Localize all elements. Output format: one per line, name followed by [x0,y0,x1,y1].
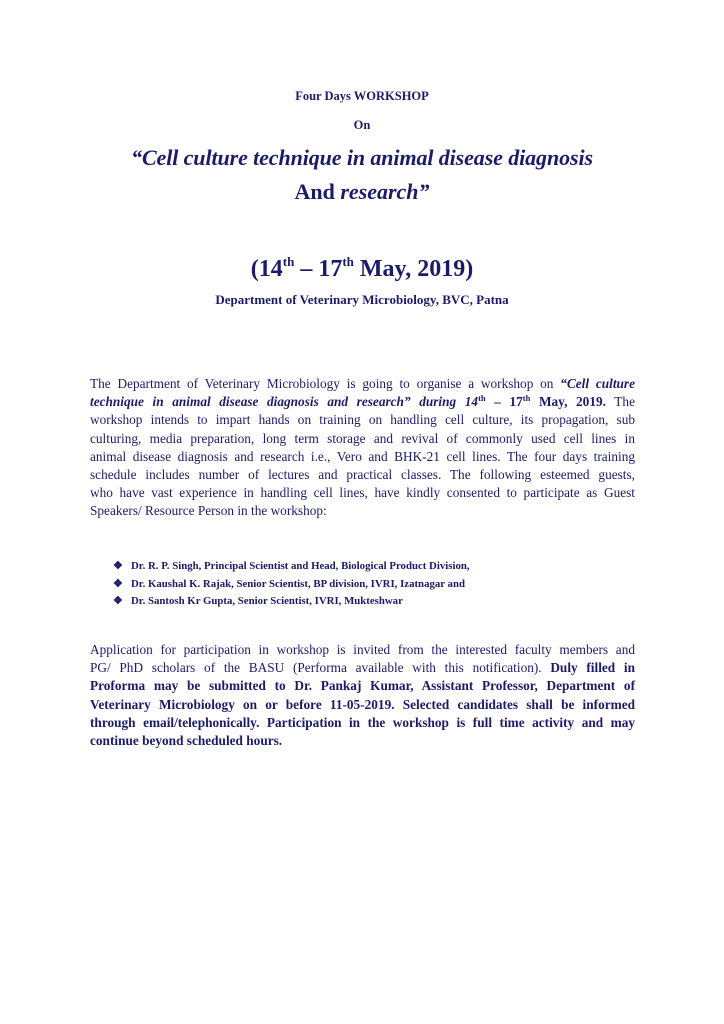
workshop-label: Four Days WORKSHOP [295,89,429,103]
application-line-1: Application for participation in workshop is invited from the interested faculty members and [90,642,635,657]
department-line: Department of Veterinary Microbiology, BVC, Patna [215,292,509,307]
intro-line-8: Speakers/ Resource Person in the workshop: [90,503,327,519]
title-research-word: research” [340,179,430,204]
intro-line-3: workshop intends to impart hands on training on handling cell culture, its propagation, sub [90,412,635,428]
diamond-bullet-icon: ❖ [113,577,123,590]
workshop-title-line1: “Cell culture technique in animal disease diagnosis [131,145,593,170]
intro-line-2: technique in animal disease diagnosis and research” during 14th – 17th May, 2019. The [90,393,635,410]
application-line-5: through email/telephonically. Participation in the workshop is full time activity and may [90,714,635,730]
intro-line-7: who have vast experience in handling cell lines, have kindly consented to participate as Guest [90,485,635,501]
workshop-title-line2 [0,179,724,205]
dates-sup1: th [282,254,295,269]
application-line-3: Proforma may be submitted to Dr. Pankaj Kumar, Assistant Professor, Department of [90,678,635,694]
dates-mid: – 17 [294,256,343,282]
intro-line-5: animal disease diagnosis and research i.e., Vero and BHK-21 cell lines. The four days training [90,448,635,464]
workshop-dates [0,256,724,283]
dates-sup2: th [342,254,354,269]
application-line-2: PG/ PhD scholars of the BASU (Performa available with this notification). Duly filled in [90,660,635,676]
speaker-item: ❖ Dr. Kaushal K. Rajak, Senior Scientist, BP division, IVRI, Izatnagar and [113,576,470,594]
diamond-bullet-icon: ❖ [113,560,123,572]
speaker-list [113,558,470,611]
application-line-4: Veterinary Microbiology on or before 11-05-2019. Selected candidates shall be informed [90,696,635,712]
speaker-item: ❖ Dr. Santosh Kr Gupta, Senior Scientist, IVRI, Mukteshwar [113,593,470,611]
application-paragraph [90,641,635,750]
intro-line-6: schedule includes number of lectures and practical classes. The following esteemed guests, [90,467,635,483]
application-line-6: continue beyond scheduled hours. [90,733,283,749]
speaker-item: ❖ Dr. R. P. Singh, Principal Scientist and Head, Biological Product Division, [113,558,470,576]
intro-paragraph [90,375,635,521]
intro-line-4: culturing, media preparation, long term storage and revival of commonly used cell lines in [90,430,635,446]
diamond-bullet-icon: ❖ [113,595,123,607]
dates-open: (14 [250,256,283,282]
title-and-word: And [294,179,341,204]
workshop-on-label: On [353,118,371,132]
intro-line-1: The Department of Veterinary Microbiology is going to organise a workshop on “Cell culture [90,376,635,391]
dates-close: May, 2019) [353,256,474,282]
